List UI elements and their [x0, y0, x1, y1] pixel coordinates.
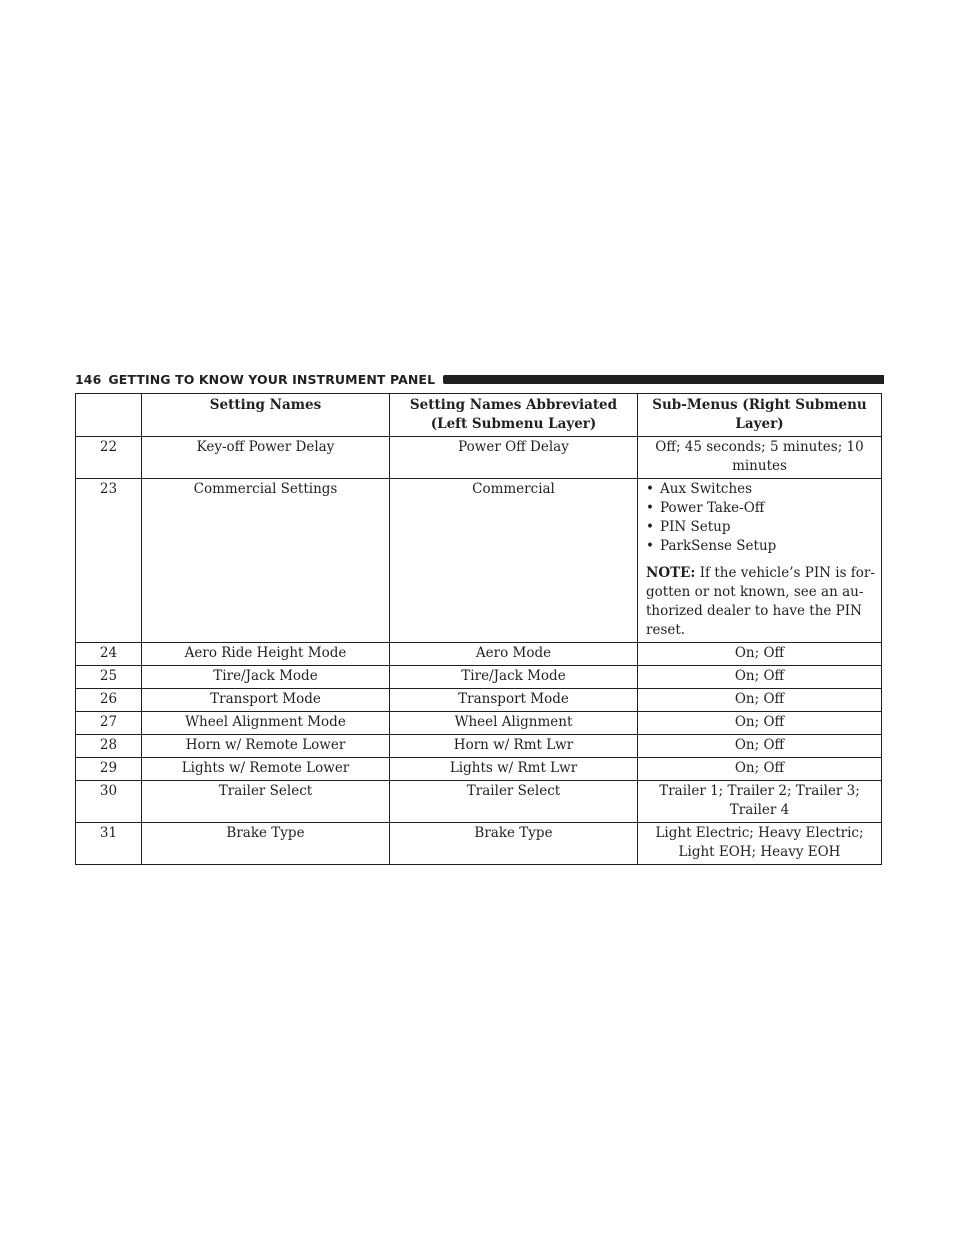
- table-header-row: [76, 394, 882, 437]
- table-row: [76, 712, 882, 735]
- header-rule: [443, 375, 884, 384]
- row-number: 26: [76, 689, 142, 712]
- setting-abbreviation: Trailer Select: [390, 781, 638, 823]
- sub-menu-options: On; Off: [638, 643, 882, 666]
- sub-menu-options: On; Off: [638, 689, 882, 712]
- table-row: [76, 666, 882, 689]
- setting-name: Aero Ride Height Mode: [142, 643, 390, 666]
- sub-menu-options: On; Off: [638, 758, 882, 781]
- list-item: • Aux Switches: [642, 480, 877, 499]
- row-number: 29: [76, 758, 142, 781]
- list-item: • ParkSense Setup: [642, 537, 877, 556]
- table-row: [76, 643, 882, 666]
- column-header-setting-names: Setting Names: [142, 394, 390, 437]
- sub-menu-list: [642, 480, 877, 556]
- setting-abbreviation: Tire/Jack Mode: [390, 666, 638, 689]
- row-number: 31: [76, 823, 142, 865]
- sub-menu-options: On; Off: [638, 712, 882, 735]
- table-row: [76, 689, 882, 712]
- setting-abbreviation: Transport Mode: [390, 689, 638, 712]
- column-header-number: [76, 394, 142, 437]
- sub-menu-options: Trailer 1; Trailer 2; Trailer 3; Trailer 4: [638, 781, 882, 823]
- page-header: [75, 369, 884, 389]
- row-number: 28: [76, 735, 142, 758]
- note-label: NOTE:: [646, 565, 696, 581]
- setting-name: Brake Type: [142, 823, 390, 865]
- sub-menu-options: Light Electric; Heavy Electric; Light EOH; Heavy EOH: [638, 823, 882, 865]
- setting-name: Tire/Jack Mode: [142, 666, 390, 689]
- row-number: 27: [76, 712, 142, 735]
- sub-menu-options: On; Off: [638, 735, 882, 758]
- setting-abbreviation: Commercial: [390, 479, 638, 643]
- row-number: 23: [76, 479, 142, 643]
- column-header-sub-menus: Sub-Menus (Right Submenu Layer): [638, 394, 882, 437]
- row-number: 22: [76, 437, 142, 479]
- table-row: [76, 735, 882, 758]
- list-item: • PIN Setup: [642, 518, 877, 537]
- column-header-abbreviated: Setting Names Abbreviated (Left Submenu Layer): [390, 394, 638, 437]
- note-text: If the vehicle’s PIN is for-gotten or not known, see an au-thorized dealer to have the PIN reset.: [646, 565, 875, 638]
- setting-name: Trailer Select: [142, 781, 390, 823]
- table-row: [76, 479, 882, 643]
- sub-menu-options: [638, 479, 882, 643]
- list-item: • Power Take-Off: [642, 499, 877, 518]
- section-title: GETTING TO KNOW YOUR INSTRUMENT PANEL: [108, 371, 436, 387]
- sub-menu-options: Off; 45 seconds; 5 minutes; 10 minutes: [638, 437, 882, 479]
- setting-name: Lights w/ Remote Lower: [142, 758, 390, 781]
- row-number: 30: [76, 781, 142, 823]
- note: [642, 564, 877, 640]
- table-row: [76, 781, 882, 823]
- page-number: 146: [75, 371, 102, 387]
- setting-abbreviation: Aero Mode: [390, 643, 638, 666]
- setting-abbreviation: Power Off Delay: [390, 437, 638, 479]
- setting-abbreviation: Wheel Alignment: [390, 712, 638, 735]
- row-number: 24: [76, 643, 142, 666]
- setting-abbreviation: Brake Type: [390, 823, 638, 865]
- setting-name: Horn w/ Remote Lower: [142, 735, 390, 758]
- sub-menu-options: On; Off: [638, 666, 882, 689]
- setting-name: Key-off Power Delay: [142, 437, 390, 479]
- row-number: 25: [76, 666, 142, 689]
- setting-name: Transport Mode: [142, 689, 390, 712]
- setting-abbreviation: Lights w/ Rmt Lwr: [390, 758, 638, 781]
- table-row: [76, 823, 882, 865]
- setting-name: Commercial Settings: [142, 479, 390, 643]
- setting-name: Wheel Alignment Mode: [142, 712, 390, 735]
- settings-table: [75, 393, 882, 865]
- setting-abbreviation: Horn w/ Rmt Lwr: [390, 735, 638, 758]
- table-row: [76, 758, 882, 781]
- table-row: [76, 437, 882, 479]
